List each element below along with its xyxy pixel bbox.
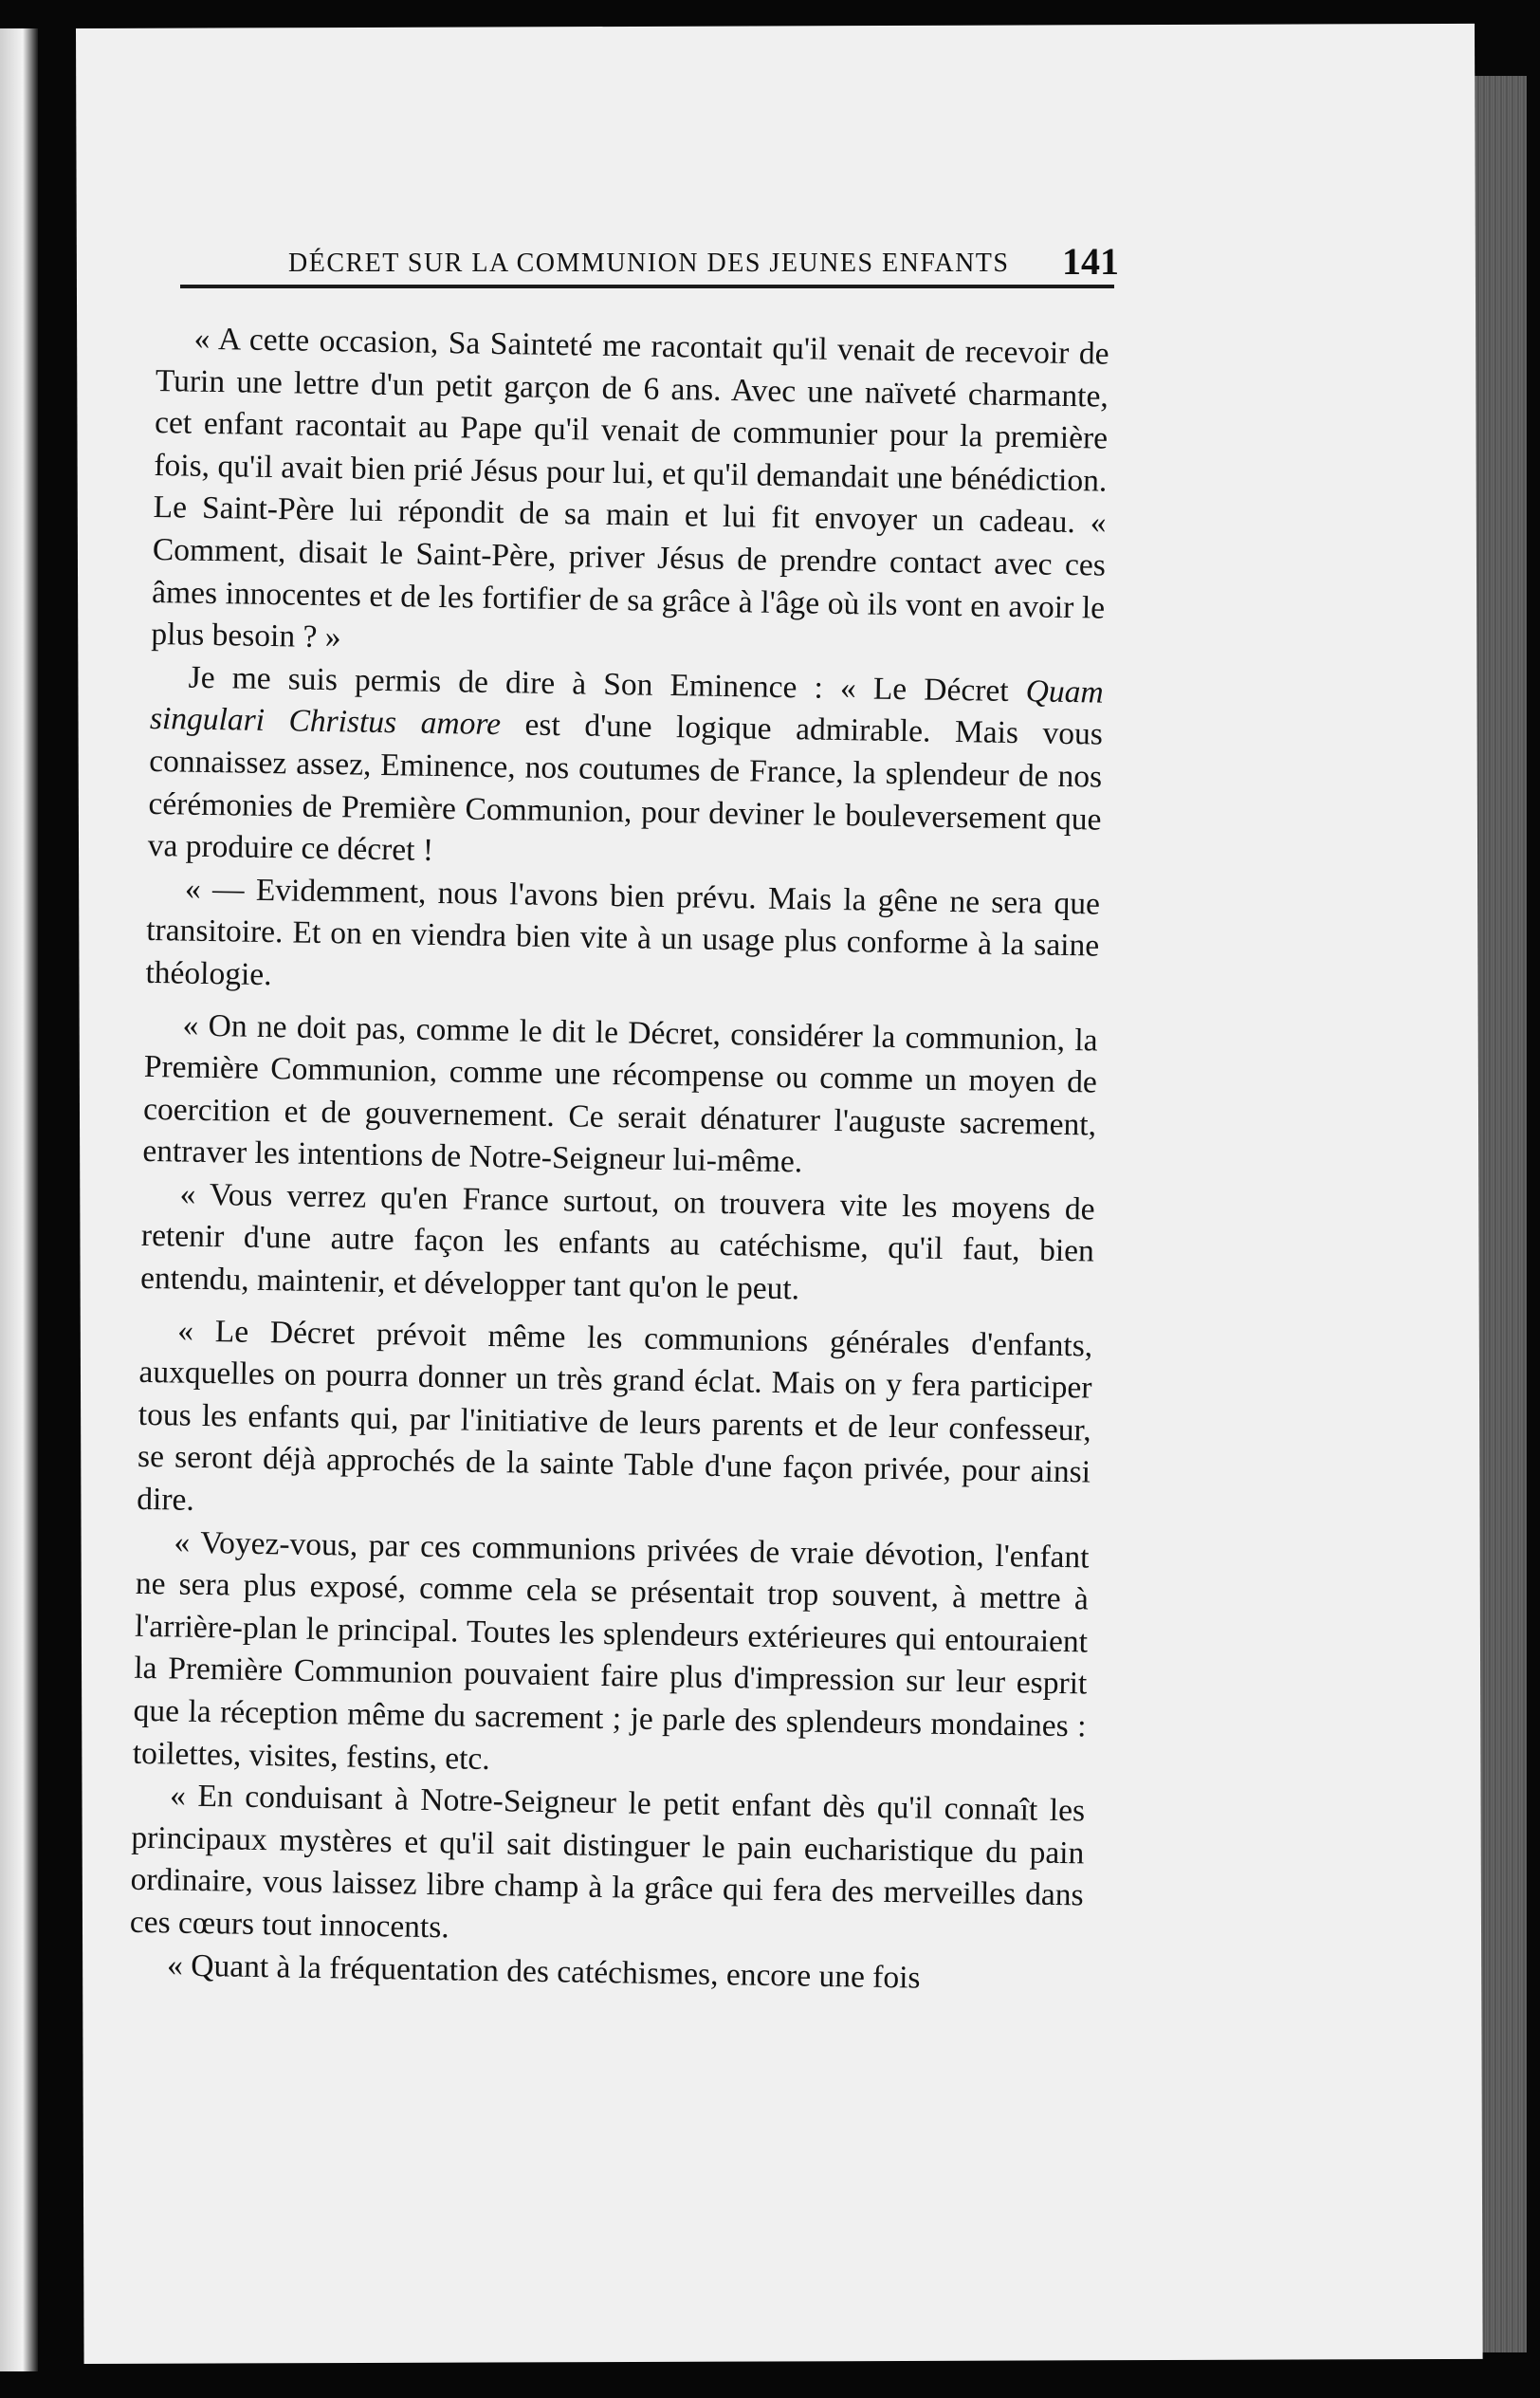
- decree-title-italic: Quam singulari Christus amore: [149, 673, 1104, 743]
- paragraph: « A cette occasion, Sa Sainteté me racontait qu'il venait de recevoir de Turin une lettre d'un petit garçon de 6 ans. Avec une naïveté charmante, cet enfant racontait au Pape qu'il venait de communier pour la première fois, qu'il avait bien prié Jésus pour lui, et qu'il demandait une bénédiction. Le Saint-Père lui répondit de sa main et lui fit envoyer un cadeau. « Comment, disait le Saint-Père, priver Jésus de prendre contact avec ces âmes innocentes et de les fortifier de sa grâce à l'âge où ils vont en avoir le plus besoin ? »: [151, 321, 1109, 655]
- body-text: [129, 318, 1109, 2002]
- paragraph-text: est d'une logique admirable. Mais vous connaissez assez, Eminence, nos coutumes de France, la splendeur de nos cérémonies de Première Communion, pour deviner le bouleversement que va produire ce décret !: [147, 707, 1104, 869]
- paragraph: « En conduisant à Notre-Seigneur le petit enfant dès qu'il connaît les principaux mystères et qu'il sait distinguer le pain eucharistique du pain ordinaire, vous laissez libre champ à la grâce qui fera des merveilles dans ces cœurs tout innocents.: [129, 1778, 1086, 1946]
- paragraph: « Quant à la fréquentation des catéchismes, encore une fois: [166, 1946, 921, 1996]
- paragraph: « — Evidemment, nous l'avons bien prévu. Mais la gêne ne sera que transitoire. Et on en viendra bien vite à un usage plus conforme à la saine théologie.: [145, 871, 1101, 993]
- page-number: 141: [1062, 240, 1119, 283]
- paragraph: « On ne doit pas, comme le dit le Décret, considérer la communion, la Première Communion, comme une récompense ou comme un moyen de coercition et de gouvernement. Ce serait dénaturer l'auguste sacrement, entraver les intentions de Notre-Seigneur lui-même.: [142, 1007, 1098, 1180]
- paragraph: « Le Décret prévoit même les communions générales d'enfants, auxquelles on pourra donner un très grand éclat. Mais on y fera participer tous les enfants qui, par l'initiative de leurs parents et de leur confesseur, se seront déjà approchés de la sainte Table d'une façon privée, pour ainsi dire.: [137, 1313, 1093, 1518]
- paragraph: « Voyez-vous, par ces communions privées de vraie dévotion, l'enfant ne sera plus exposé, comme cela se présentait trop souvent, à mettre à l'arrière-plan le principal. Toutes les splendeurs extérieures qui entouraient la Première Communion pouvaient faire plus d'impression sur leur esprit que la réception même du sacrement ; je parle des splendeurs mondaines : toilettes, visites, festins, etc.: [132, 1524, 1090, 1777]
- paragraph: [147, 656, 1104, 884]
- running-title: DÉCRET SUR LA COMMUNION DES JEUNES ENFANTS: [288, 249, 1010, 278]
- facing-page-edge: [0, 28, 38, 2371]
- page-stack-edge: [1475, 76, 1527, 2352]
- paragraph-text: Je me suis permis de dire à Son Eminence : « Le Décret: [188, 659, 1027, 710]
- paragraph: « Vous verrez qu'en France surtout, on trouvera vite les moyens de retenir d'une autre façon les enfants au catéchisme, qu'il faut, bien entendu, maintenir, et développer tant qu'on le peut.: [139, 1176, 1095, 1307]
- header-rule: [180, 285, 1114, 288]
